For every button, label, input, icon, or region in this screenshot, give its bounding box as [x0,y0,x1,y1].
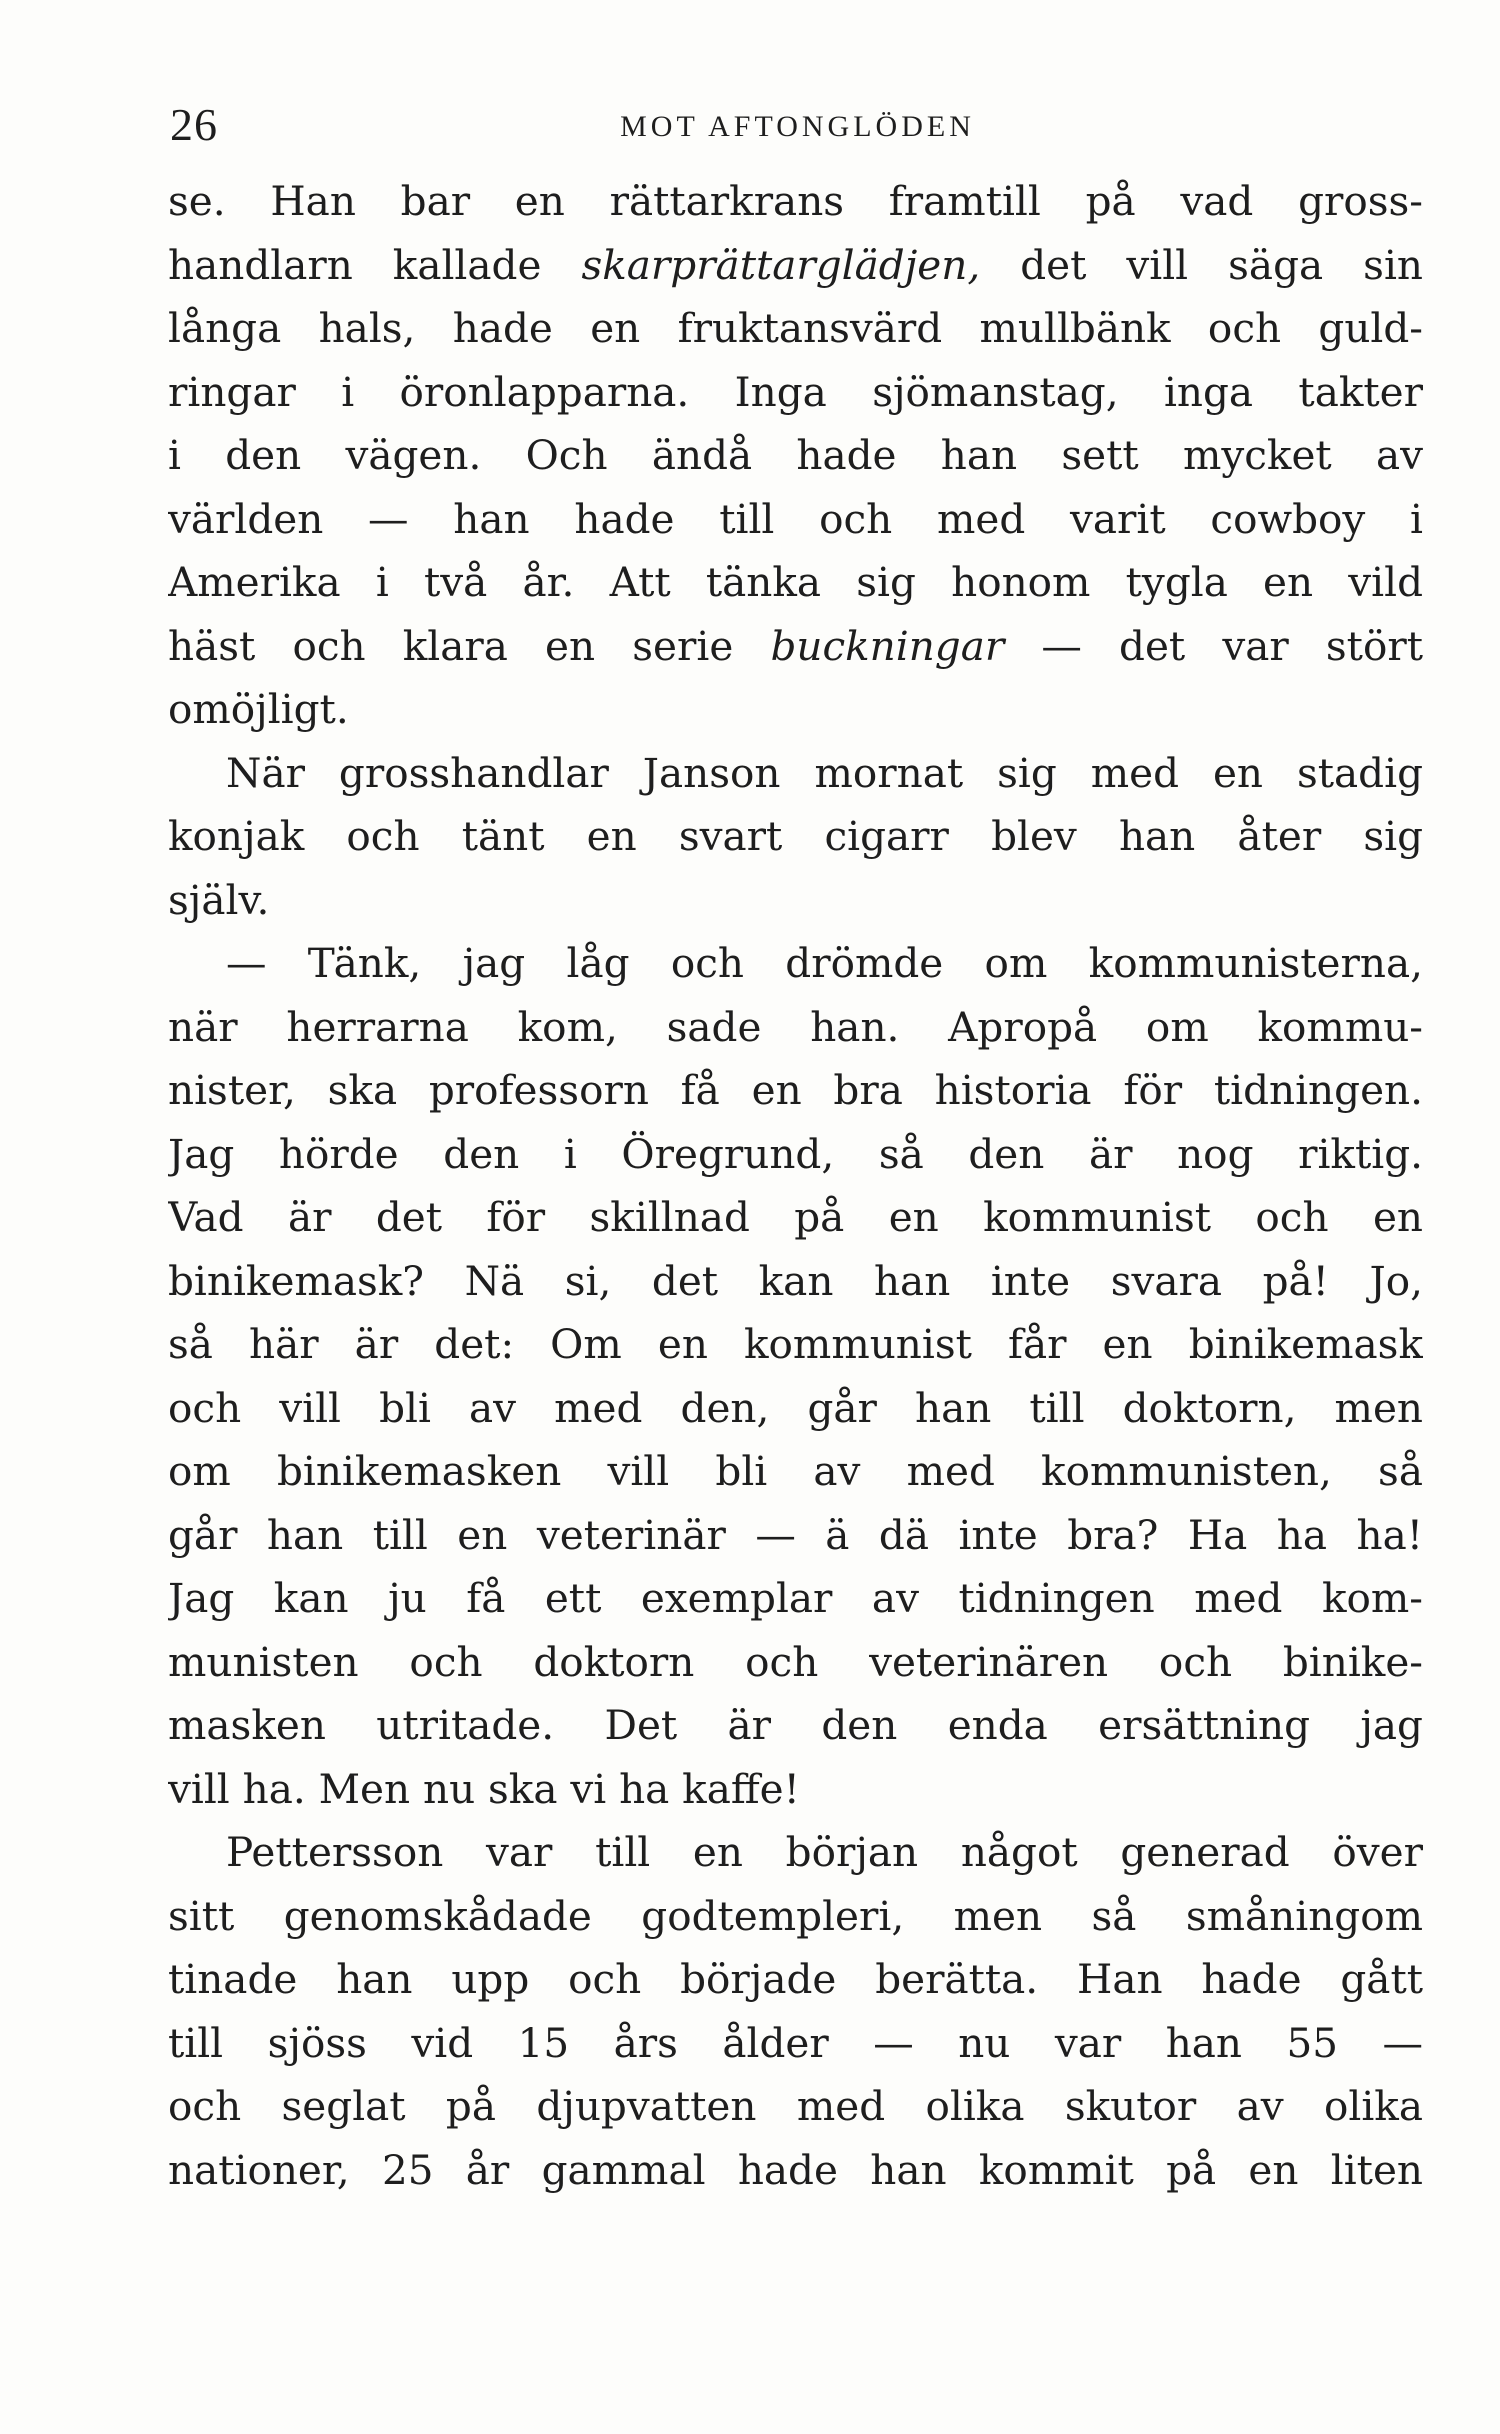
text-line: masken utritade. Det är den enda ersättning jag [168,1701,1423,1749]
text-line: När grosshandlar Janson mornat sig med en stadig [226,748,1423,797]
text-line: nister, ska professorn få en bra historia för tidningen. [168,1066,1423,1114]
text-line: omöjligt. [168,685,349,733]
text-line: Jag kan ju få ett exemplar av tidningen med kom- [168,1574,1423,1622]
body-text [168,170,1423,2202]
text-line: långa hals, hade en fruktansvärd mullbänk och guld- [168,304,1423,352]
text-line: munisten och doktorn och veterinären och binike- [168,1637,1423,1686]
text-line: så här är det: Om en kommunist får en binikemask [168,1320,1423,1368]
text-line: vill ha. Men nu ska vi ha kaffe! [168,1764,800,1813]
text-line: Pettersson var till en början något generad över [226,1828,1423,1876]
text-line: när herrarna kom, sade han. Apropå om kommu- [168,1002,1423,1051]
text-line: om binikemasken vill bli av med kommunisten, så [168,1447,1423,1495]
text-line: binikemask? Nä si, det kan han inte svara på! Jo, [168,1256,1423,1305]
text-line: häst och klara en serie buckningar — det var stört [168,621,1423,670]
italic-term: skarprättarglädjen, [581,240,981,289]
text-line: och vill bli av med den, går han till doktorn, men [168,1383,1423,1432]
text-line: ringar i öronlapparna. Inga sjömanstag, inga takter [168,367,1423,416]
text-line: går han till en veterinär — ä dä inte bra? Ha ha ha! [168,1510,1423,1559]
text-line: sitt genomskådade godtempleri, men så småningom [168,1891,1423,1940]
text-line: handlarn kallade skarprättarglädjen, det vill säga sin [168,240,1423,289]
text-line: Jag hörde den i Öregrund, så den är nog riktig. [168,1129,1423,1178]
text-line: se. Han bar en rättarkrans framtill på vad gross- [168,177,1423,225]
text-line: och seglat på djupvatten med olika skutor av olika [168,2082,1423,2130]
text-line: — Tänk, jag låg och drömde om kommunisterna, [226,939,1423,987]
page-number: 26 [170,99,218,150]
running-title: MOT AFTONGLÖDEN [620,110,975,143]
text-line: nationer, 25 år gammal hade han kommit på en liten [168,2145,1423,2194]
page-header [170,95,1425,165]
text-line: tinade han upp och började berätta. Han hade gått [168,1955,1423,2003]
text-line: till sjöss vid 15 års ålder — nu var han 55 — [168,2018,1423,2067]
italic-term: buckningar [770,621,1005,670]
text-line: själv. [168,875,270,924]
text-line: i den vägen. Och ändå hade han sett mycket av [168,431,1423,479]
text-line: världen — han hade till och med varit cowboy i [168,494,1423,543]
text-line: Amerika i två år. Att tänka sig honom tygla en vild [168,558,1423,606]
text-line: konjak och tänt en svart cigarr blev han åter sig [168,812,1423,860]
text-line: Vad är det för skillnad på en kommunist och en [168,1193,1423,1241]
